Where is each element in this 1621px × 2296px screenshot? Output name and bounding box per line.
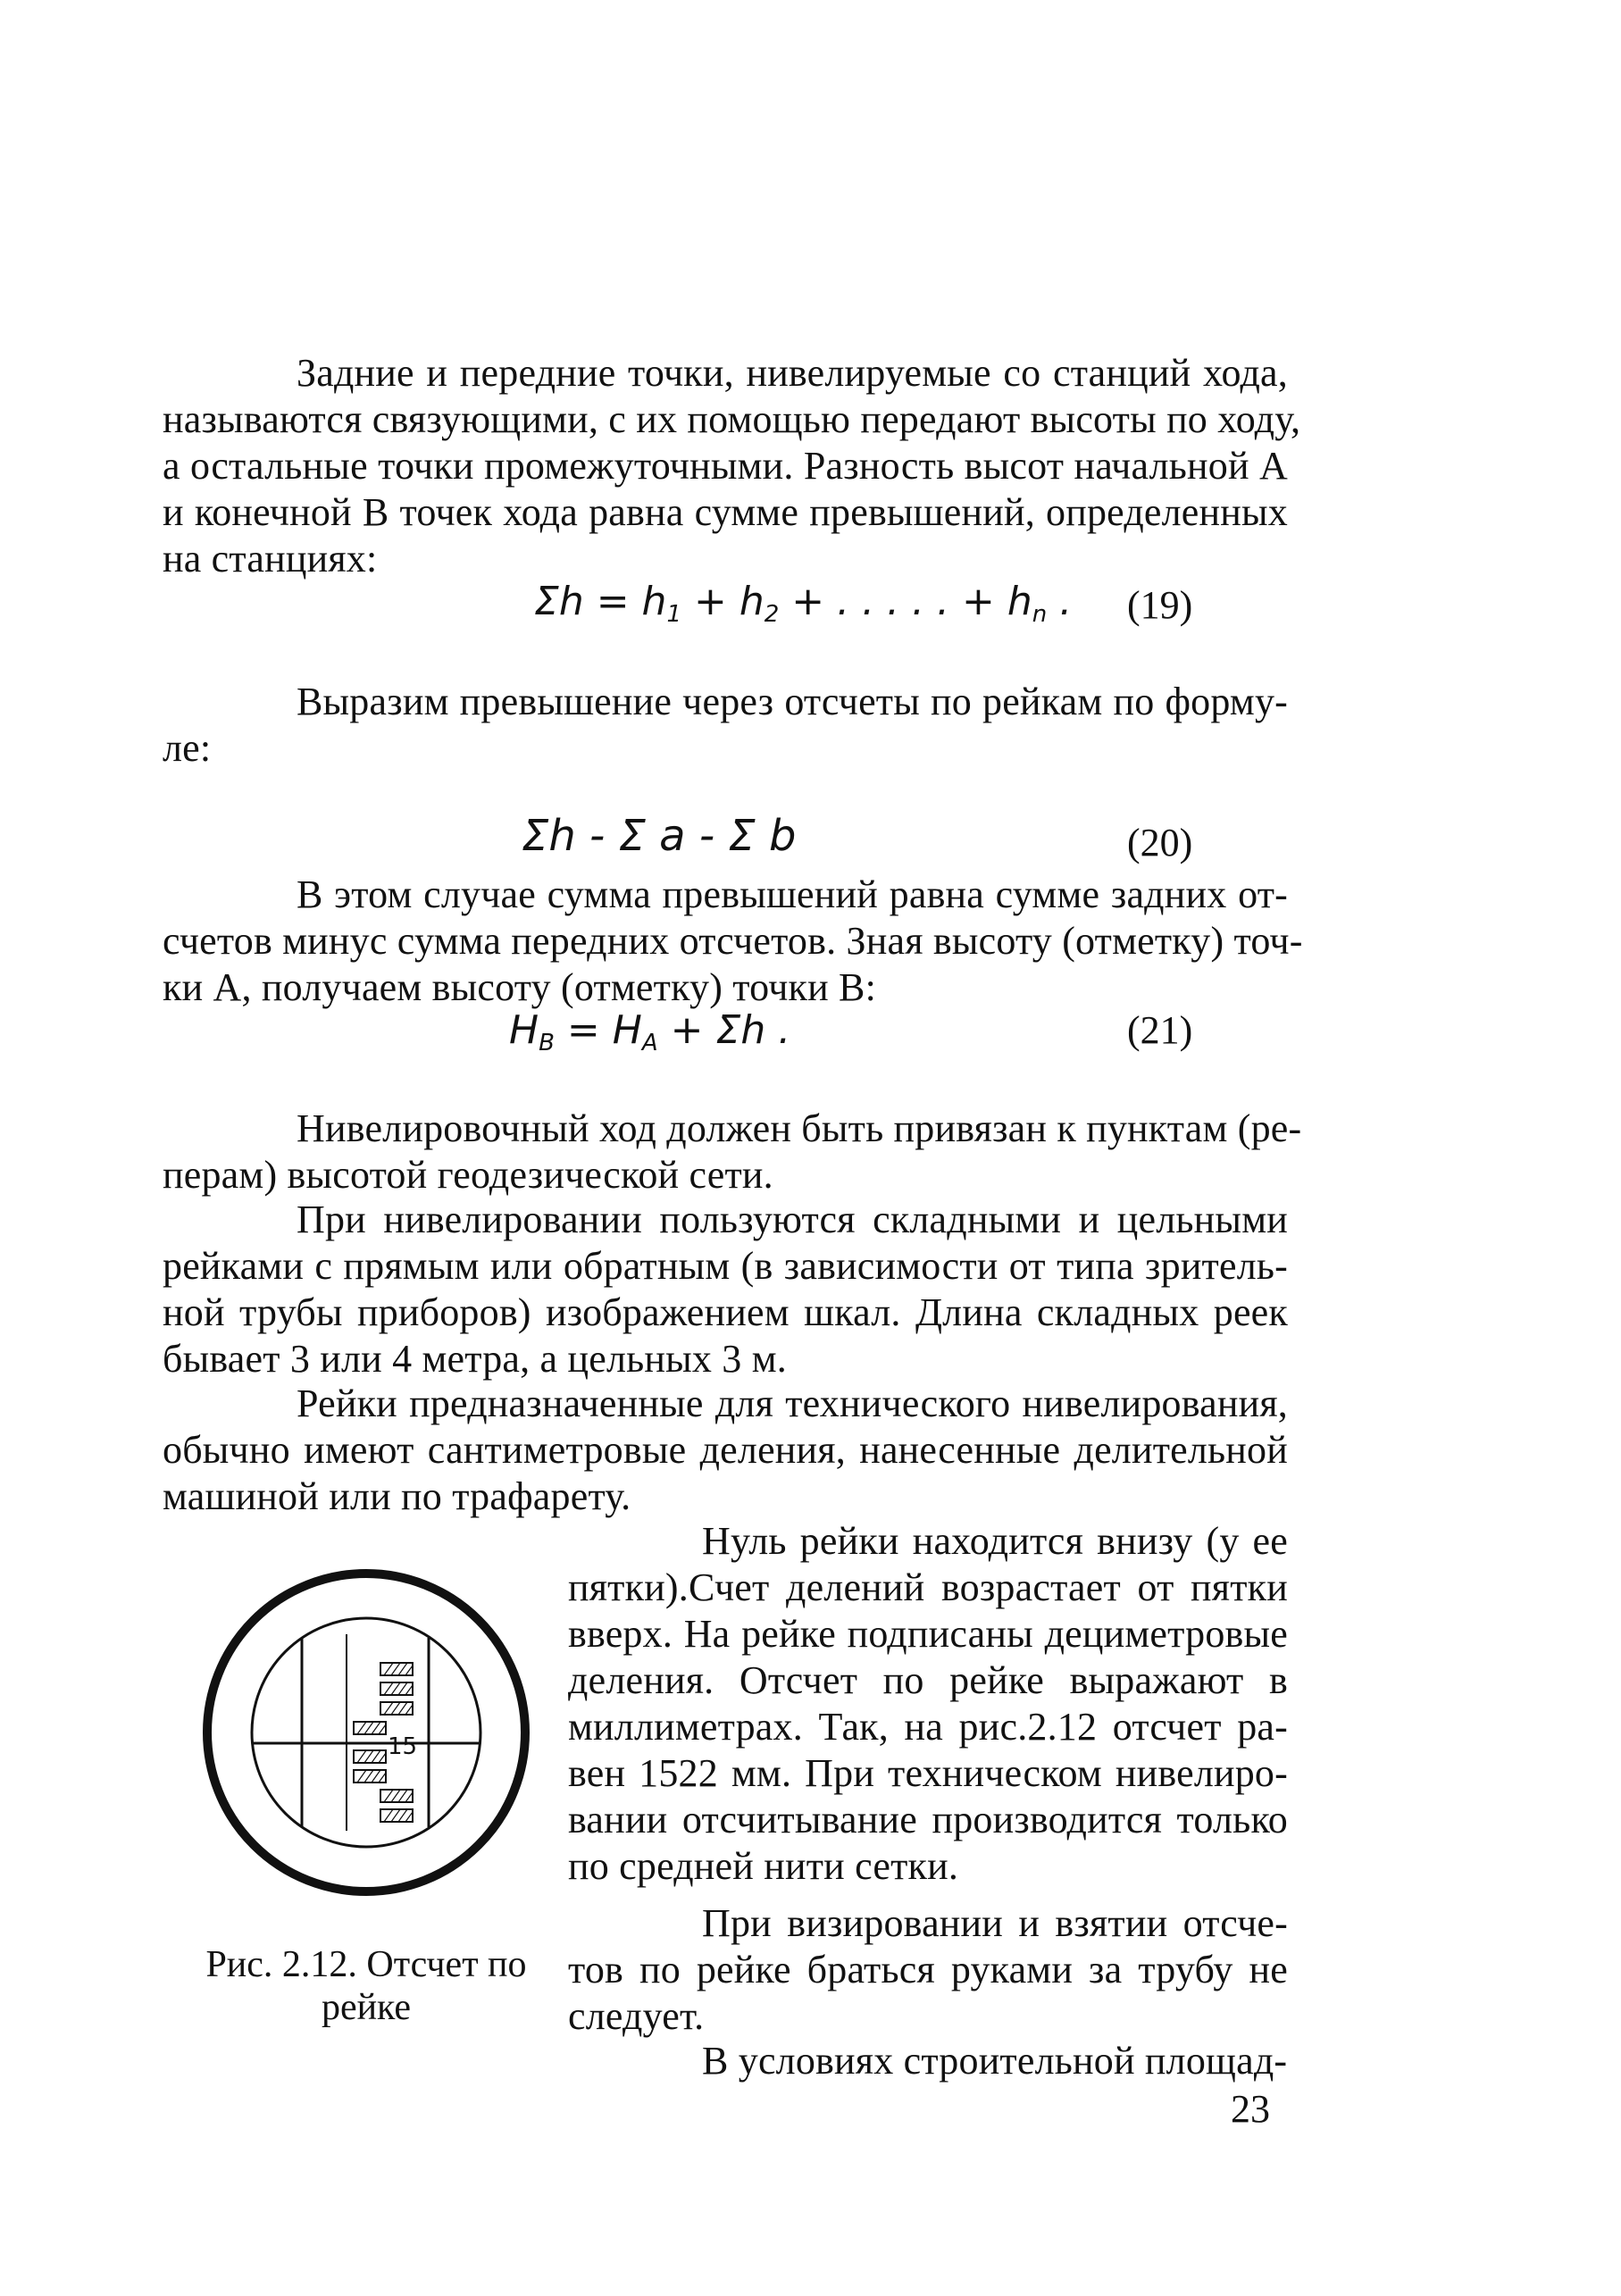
text-line: вверх. На рейке подписаны дециметровые xyxy=(568,1612,1288,1656)
text-line: В этом случае сумма превышений равна сумме задних от- xyxy=(297,872,1288,916)
paragraph-8 xyxy=(568,1900,1288,2040)
text-line: В условиях строительной площад- xyxy=(702,2039,1288,2083)
rod-reading-figure xyxy=(196,1563,536,1902)
text-line: и конечной В точек хода равна сумме превышений, определенных xyxy=(163,490,1288,534)
text-line: рейками с прямым или обратным (в зависимости от типа зритель- xyxy=(163,1244,1288,1288)
equation-number: (20) xyxy=(1127,821,1193,864)
paragraph-1 xyxy=(163,350,1301,582)
text-line: ле: xyxy=(163,726,212,770)
formula-20: Σh - Σ a - Σ b xyxy=(522,811,797,861)
equation-number: (21) xyxy=(1127,1008,1193,1052)
caption-line: Рис. 2.12. Отсчет по xyxy=(205,1944,527,1985)
text-line: тов по рейке браться руками за трубу не xyxy=(568,1948,1288,1991)
text-line: При визировании и взятии отсче- xyxy=(702,1901,1288,1945)
paragraph-5 xyxy=(163,1197,1288,1382)
text-line: Рейки предназначенные для технического нивелирования, xyxy=(297,1382,1288,1425)
text-line: называются связующими, с их помощью передают высоты по ходу, xyxy=(163,397,1301,441)
paragraph-7 xyxy=(568,1518,1288,1890)
rod-decimeter-label: 15 xyxy=(388,1733,418,1760)
text-line: обычно имеют сантиметровые деления, нанесенные делительной xyxy=(163,1428,1288,1472)
paragraph-4 xyxy=(163,1106,1302,1198)
text-line: на станциях: xyxy=(163,537,378,580)
text-line: а остальные точки промежуточными. Разность высот начальной А xyxy=(163,444,1288,488)
text-line: миллиметрах. Так, на рис.2.12 отсчет ра- xyxy=(568,1705,1288,1749)
equation-number: (19) xyxy=(1127,583,1193,627)
formula-21: $H_B = H_A + \Sigma h$ . xyxy=(509,1007,791,1056)
text-line: вен 1522 мм. При техническом нивелиро- xyxy=(568,1751,1288,1795)
paragraph-2 xyxy=(163,679,1288,772)
text-line: машиной или по трафарету. xyxy=(163,1474,631,1518)
text-line: ки А, получаем высоту (отметку) точки В: xyxy=(163,965,877,1009)
text-line: При нивелировании пользуются складными и цельными xyxy=(297,1198,1288,1241)
caption-line: рейке xyxy=(321,1987,412,2028)
text-line: перам) высотой геодезической сети. xyxy=(163,1153,773,1197)
figure-caption xyxy=(179,1943,554,2029)
text-line: счетов минус сумма передних отсчетов. Зная высоту (отметку) точ- xyxy=(163,919,1303,963)
text-line: Выразим превышение через отсчеты по рейкам по форму- xyxy=(297,680,1288,723)
paragraph-3 xyxy=(163,872,1303,1011)
text-line: бывает 3 или 4 метра, а цельных 3 м. xyxy=(163,1337,787,1381)
text-line: ной трубы приборов) изображением шкал. Длина складных реек xyxy=(163,1290,1288,1334)
formula-19: $\Sigma h = h_1 + h_2$ + . . . . . + $h_n$ . xyxy=(534,579,1073,628)
text-line: пятки).Счет делений возрастает от пятки xyxy=(568,1565,1288,1609)
text-line: Нуль рейки находится внизу (у ее xyxy=(702,1519,1288,1563)
page-number: 23 xyxy=(1231,2087,1270,2131)
text-line: следует. xyxy=(568,1994,705,2038)
paragraph-9 xyxy=(568,2038,1288,2084)
text-line: по средней нити сетки. xyxy=(568,1844,959,1888)
paragraph-6 xyxy=(163,1381,1288,1520)
text-line: вании отсчитывание производится только xyxy=(568,1798,1288,1841)
text-line: Задние и передние точки, нивелируемые со станций хода, xyxy=(297,351,1288,395)
text-line: Нивелировочный ход должен быть привязан к пунктам (ре- xyxy=(297,1106,1302,1150)
text-line: деления. Отсчет по рейке выражают в xyxy=(568,1658,1288,1702)
